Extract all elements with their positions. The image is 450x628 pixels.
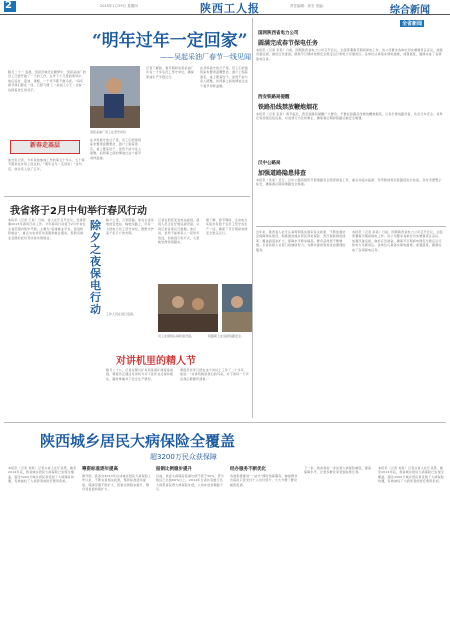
newspaper-brand: 陕西工人报 [200,2,260,15]
bottom-headline: 陕西城乡居民大病保险全覆盖 [40,432,236,450]
article2-title: 西安铁路局提醒 [258,95,290,100]
lead-body-4: 记者了解到，春节期间吴起采油厂共有一千多名员工坚守岗位，确保原油生产平稳运行。 [146,66,195,79]
article3-headline: 加强道路隐患排查 [258,170,307,177]
photo-1 [158,284,218,332]
vertical-body-3: 据了解，春节期间，全省电力系统共有数千名员工坚守在生产一线，确保了节日期间电网安全稳定运行。 [206,218,248,236]
bottom-body-3: 目前，我省大病保险报销比例不低于50%，部分地区已达到60%以上。2014年全省共有数万名大病患者获得大病保险补偿，人均补偿金额数千元。 [156,474,225,492]
article2-body: 本报讯（记者 张某）春节临近，西安铁路局提醒广大群众，不要在铁路沿线燃放鞭炮烟花，以免引燃线路设备，危及行车安全。该局还将加强沿线巡查，对违规行为及时制止，确保春运期间铁路运输安全畅通。 [256,112,443,121]
right-tag: 全省新闻 [402,21,423,27]
article1-body: 本报讯（记者 李某）日前，国网陕西省电力公司召开会议，全面部署春节期间保电工作。该公司要求各单位切实增强责任意识，加强设备巡视，做好应急准备，确保节日期间电网安全稳定运行和电力可靠供应。各单位认真落实保电措施，加强值班，圆满完成了各项保电任务。 [256,48,443,61]
article2-headline: 铁路沿线禁放鞭炮烟花 [258,104,319,111]
fire-body-1: 腊月二十九，记者在铜川矿务局某煤矿调度室看到，调度员正通过对讲机与井下各作业点保持联系，随时掌握井下安全生产情况。 [106,368,174,381]
photo-3 [256,284,342,332]
article3-title: 汉中公路局 [258,161,281,166]
vertical-body-2: 记者在西安某变电站看到，值班人员正在仔细巡视设备，认真记录各项运行数据。他们说，虽然不能和家人一起吃年夜饭，但看到万家灯火，心里就觉得特别踏实。 [158,218,200,245]
lead-photo [90,66,140,128]
bottom-sub-2: 报销比例稳步提升 [156,467,192,472]
column-divider [252,18,253,418]
lead-body-3-cont: 在井场值守的日子里，员工们把值班室布置得温馨整洁，窗户上贴着窗花，桌上摆着饺子。虽然不能与家人团聚，但同事之间的情谊让这个春节同样温暖。 [200,66,248,88]
bottom-body-6: 本报讯（记者 刘某）记者从省人社厅获悉，截至2014年底，我省城乡居民大病保险已实现全覆盖，超过3200万城乡居民享受到了大病保险待遇，有效减轻了大病患者的医疗费用负担。 [378,466,445,484]
masthead-editor: 责任编辑：高安 美编： [290,4,327,8]
page-number: 2 [5,0,12,11]
lead-photo-caption: 吴起采油厂员工在坚守岗位 [90,130,127,134]
vertical-headline: 除夕之夜保电行动 [90,219,101,316]
lead-headline: “明年过年一定回家” [92,31,248,51]
mid-headline: 我省将于2月中旬举行春风行动 [10,206,147,217]
bottom-body-4: 各地积极推进“一站式”即时结算服务，参保群众出院时只需支付个人自付部分，大大方便了群众就医报销。 [230,474,298,487]
right-divider [256,226,446,227]
article1-headline: 圆满完成春节保电任务 [258,40,319,47]
section-divider [4,196,250,197]
lead-body-1: 腊月二十一 凌晨，吴起县城还在睡梦中，吴起采油厂的员工已经开始了一天的工作。在零下十几度的寒风中，他们巡井、量油、清蜡，一个环节都不敢马虎。“每年春节我们都在一线，已经习惯了。”采油工小王一边说一边搓着冻红的双手。 [8,70,86,92]
photo-caption-2: 员工在现场认真检查设备。 [158,334,195,338]
lead-body-3: 在井场值守的日子里，员工们把值班室布置得温馨整洁，窗户上贴着窗花，桌上摆着饺子。虽然不能与家人团聚，但同事之间的情谊让这个春节同样温暖。 [90,138,142,160]
fire-headline: 对讲机里的精人节 [116,356,196,367]
photo-caption-1: 工作人员在进行巡查。 [106,312,137,316]
article1-title: 国网陕西省电力公司 [258,31,299,36]
bottom-body-2: 据介绍，我省自2013年启动城乡居民大病保险工作以来，不断完善相关政策，筹资标准逐年提高，保障范围不断扩大，报销比例稳步提升，群众受益面持续扩大。 [82,474,152,492]
bottom-divider [4,422,446,423]
photo-caption-3: 铁路职工在巡视线路安全。 [208,334,245,338]
photo-2 [222,284,252,332]
fire-body-2: 调度员老李已经在这个岗位上工作了二十多年，他说：“对讲机就是我们的耳朵，井下的每一个声音我们都要听清楚。” [180,368,249,381]
article4-body: 近年来，陕西省人社厅认真贯彻落实国家有关政策，不断加强社会保障体系建设，积极推进城乡居民养老保险、医疗保险制度改革，覆盖面逐步扩大，保障水平稳步提高，群众获得感不断增强。全省各级人社部门将继续努力，为群众提供更加优质便捷的服务。 [256,230,346,252]
bottom-sub-3: 经办服务不断优化 [230,467,266,472]
lead-body-2: 他告诉记者，今年是他参加工作的第五个年头，五个春节都是在井场上度过的。“明年过年一定回家！”这句话，他对家人说了五年。 [8,158,85,171]
article3-body: 本报讯（李某）近日，汉中公路局组织开展道路安全隐患排查工作，重点对临水临崖、急弯陡坡等危险路段进行检查，及时设置警示标志，确保春运期间道路安全畅通。 [256,178,442,187]
bottom-body-5: 下一步，我省将进一步完善大病保险制度，提高保障水平，让更多群众享受到政策红利。 [304,466,372,475]
masthead-date: 2015年1月29日 星期四 [100,4,138,8]
bottom-subhead: 超3200万民众获保障 [150,453,217,461]
sidebar-label: 新春走基层 [10,140,80,154]
vertical-body-1: 除夕之夜，万家团圆。而在全省各地的变电站、输电线路上，仍有一大批电力员工坚守岗位，默默守护着千家万户的光明。 [106,218,154,236]
mid-body-1: 本报讯（记者 王某）日前，省人社厅召开会议，安排部署2015年春风行动工作。今年春风行动将于2月中旬在全省范围内集中开展，主题为“搭建就业平台，促进转移就业”，重点为农村劳动者提供就业服务，帮助有就业意愿的农村劳动者实现就业。 [8,218,86,240]
article1-body-cont: 本报讯（记者 李某）日前，国网陕西省电力公司召开会议，全面部署春节期间保电工作。该公司要求各单位切实增强责任意识，加强设备巡视，做好应急准备，确保节日期间电网安全稳定运行和电力可靠供应。各单位认真落实保电措施，加强值班，圆满完成了各项保电任务。 [352,230,443,252]
bottom-sub-1: 筹资标准逐年提高 [82,467,118,472]
section-label: 综合新闻 [390,5,430,16]
lead-subhead: ——吴起采油厂春节一线见闻 [160,53,251,61]
bottom-body-1: 本报讯（记者 刘某）记者从省人社厅获悉，截至2014年底，我省城乡居民大病保险已实现全覆盖，超过3200万城乡居民享受到了大病保险待遇，有效减轻了大病患者的医疗费用负担。 [8,466,77,484]
